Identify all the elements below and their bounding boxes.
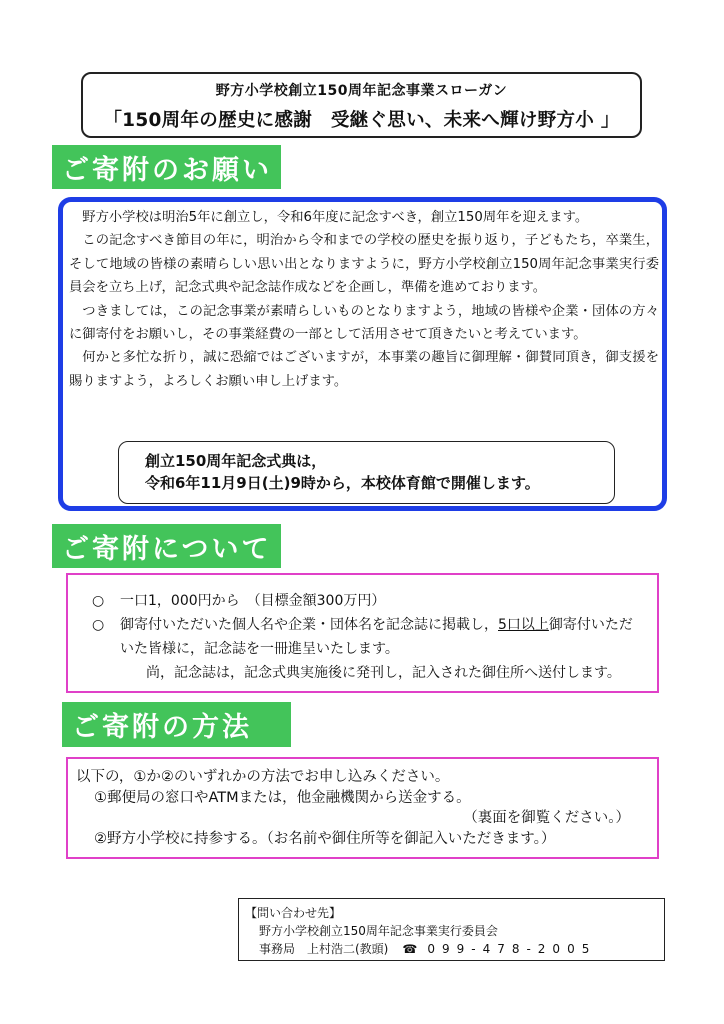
method-option-2: ②野方小学校に持参する。（お名前や御住所等を御記入いただきます。） — [94, 830, 556, 847]
request-paragraph: 何かと多忙な折り，誠に恐縮ではございますが，本事業の趣旨に御理解・御賛同頂き，御支援を賜りますよう，よろしくお願い申し上げます。 — [69, 350, 659, 389]
bullet-text — [120, 613, 644, 661]
request-paragraph: この記念すべき節目の年に，明治から令和までの学校の歴史を振り返り，子どもたち，卒業生，そして地域の皆様の素晴らしい思い出となりますように，野方小学校創立150周年記念事業実行委員会を立ち上げ，記念式典や記念誌作成などを企画し，準備を進めております。 — [69, 233, 659, 296]
contact-line — [245, 940, 664, 958]
circle-bullet-icon: ○ — [92, 593, 105, 609]
bullet-text: 一口1，000円から （目標金額300万円） — [120, 593, 386, 609]
section-title-donation-request: ご寄附のお願い — [52, 145, 281, 189]
request-paragraph: 野方小学校は明治5年に創立し，令和6年度に記念すべき，創立150周年を迎えます。 — [82, 210, 589, 225]
request-body — [69, 206, 659, 393]
about-donation-box — [66, 573, 659, 693]
circle-bullet-icon: ○ — [92, 617, 105, 633]
ceremony-notice — [118, 441, 615, 504]
contact-box — [238, 898, 665, 961]
underlined-text: 5口以上 — [498, 617, 549, 633]
contact-office: 事務局 上村浩二(教頭) — [259, 942, 389, 956]
request-paragraph: つきましては，この記念事業が素晴らしいものとなりますよう，地域の皆様や企業・団体の方々に御寄付をお願いし，その事業経費の一部として活用させて頂きたいと考えています。 — [69, 303, 659, 343]
method-intro: 以下の，①か②のいずれかの方法でお申し込みください。 — [76, 769, 450, 785]
bullet-text-part: 御寄付いただいた皆様に，記念誌を一冊進呈いたします。 — [120, 617, 633, 657]
bullet-item — [84, 613, 644, 661]
section-title-about-donation: ご寄附について — [52, 524, 281, 568]
note-text: 尚，記念誌は，記念式典実施後に発刊し，記入された御住所へ送付します。 — [146, 665, 621, 681]
contact-organization: 野方小学校創立150周年記念事業実行委員会 — [259, 924, 498, 938]
section-title-donation-method: ご寄附の方法 — [62, 702, 291, 747]
slogan-heading: 野方小学校創立150周年記念事業スローガン — [215, 83, 508, 99]
bullet-item — [84, 589, 644, 613]
slogan-box — [81, 72, 642, 138]
phone-icon: ☎ — [402, 942, 418, 956]
slogan-text: 「150周年の歴史に感謝 受継ぐ思い、未来へ輝け野方小 」 — [103, 110, 620, 131]
bullet-text-part: 御寄付いただいた個人名や企業・団体名を記念誌に掲載し， — [120, 617, 498, 633]
contact-label: 【問い合わせ先】 — [245, 906, 342, 920]
phone-number: 099-478-2005 — [427, 942, 597, 956]
method-option-1: ①郵便局の窓口やATMまたは，他金融機関から送金する。 — [94, 789, 471, 806]
method-content — [76, 767, 646, 849]
donation-method-box — [66, 757, 659, 859]
ceremony-line: 創立150周年記念式典は， — [145, 452, 327, 470]
method-option-1-note: （裏面を御覧ください。） — [463, 810, 630, 826]
donation-request-box — [58, 197, 667, 511]
ceremony-line: 令和6年11月9日(土)9時から，本校体育館で開催します。 — [145, 474, 540, 492]
about-content — [84, 589, 644, 685]
